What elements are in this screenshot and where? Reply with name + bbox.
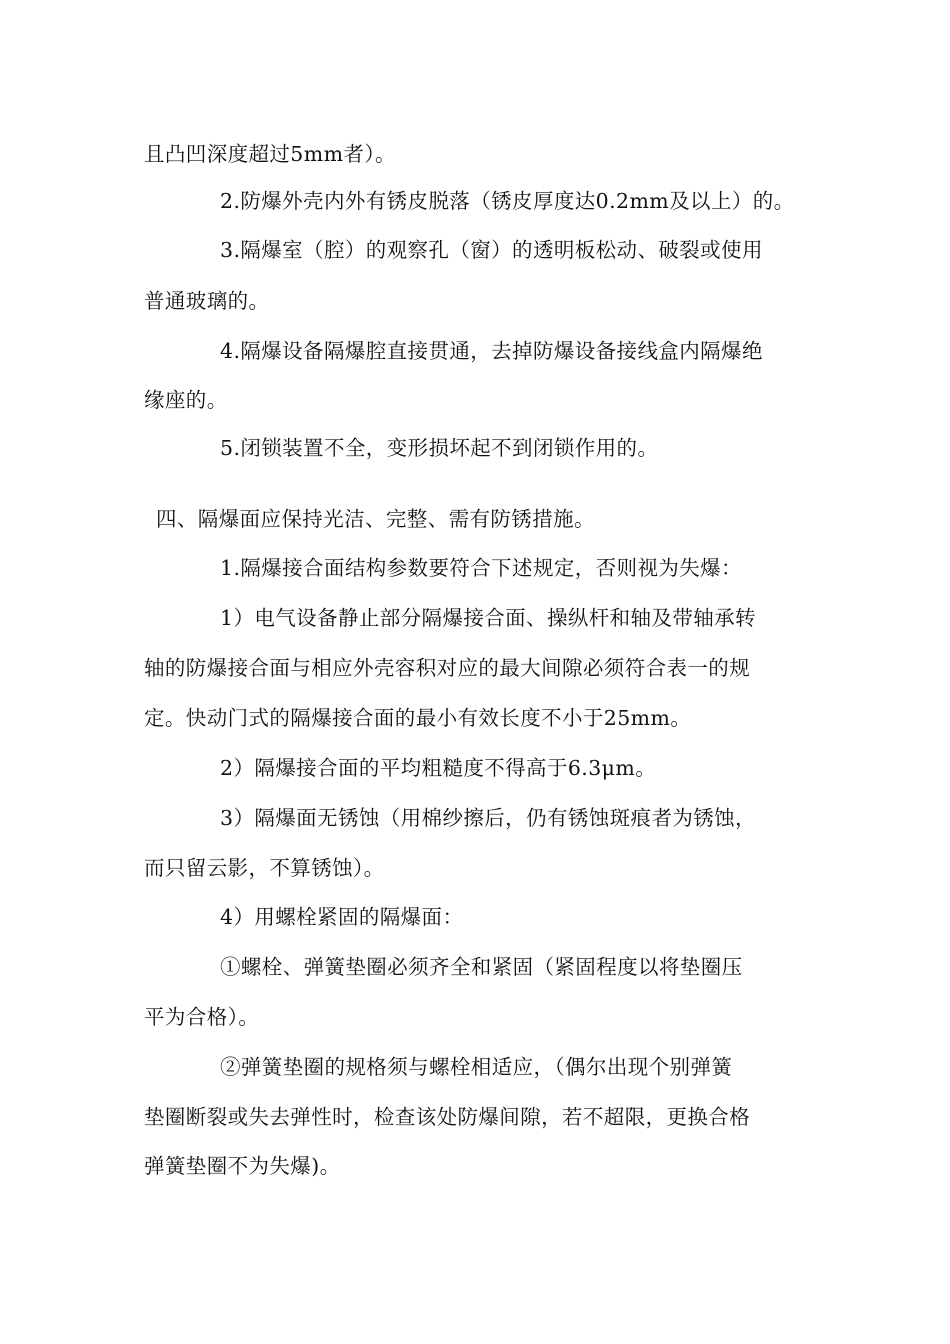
text-line-continuation: 且凸凹深度超过5mm者）。 <box>144 142 396 166</box>
list-item-3-continuation: 普通玻璃的。 <box>144 289 270 313</box>
sub-item-1-continuation-a: 轴的防爆接合面与相应外壳容积对应的最大间隙必须符合表一的规 <box>144 656 751 680</box>
sub-item-3-continuation: 而只留云影，不算锈蚀）。 <box>144 856 385 880</box>
sub-item-3: 3）隔爆面无锈蚀（用棉纱擦后，仍有锈蚀斑痕者为锈蚀， <box>220 806 756 830</box>
list-item-2: 2.防爆外壳内外有锈皮脱落（锈皮厚度达0.2mm及以上）的。 <box>220 189 795 213</box>
sub-item-1-continuation-b: 定。快动门式的隔爆接合面的最小有效长度不小于25mm。 <box>144 706 692 730</box>
circled-item-2-continuation-b: 弹簧垫圈不为失爆)。 <box>144 1154 341 1178</box>
circled-item-2: ②弹簧垫圈的规格须与螺栓相适应，（偶尔出现个别弹簧 <box>220 1055 733 1079</box>
circled-item-2-continuation-a: 垫圈断裂或失去弹性时，检查该处防爆间隙，若不超限，更换合格 <box>144 1105 751 1129</box>
list-item-5: 5.闭锁装置不全，变形损坏起不到闭锁作用的。 <box>220 436 659 460</box>
list-item-3: 3.隔爆室（腔）的观察孔（窗）的透明板松动、破裂或使用 <box>220 238 763 262</box>
circled-item-1: ①螺栓、弹簧垫圈必须齐全和紧固（紧固程度以将垫圈压 <box>220 955 743 979</box>
sub-item-1: 1）电气设备静止部分隔爆接合面、操纵杆和轴及带轴承转 <box>220 606 756 630</box>
sub-item-4: 4）用螺栓紧固的隔爆面： <box>220 905 464 929</box>
list-item-4-continuation: 缘座的。 <box>144 388 228 412</box>
section-heading: 四、隔爆面应保持光洁、完整、需有防锈措施。 <box>156 507 595 531</box>
subsection-1: 1.隔爆接合面结构参数要符合下述规定，否则视为失爆： <box>220 556 742 580</box>
list-item-4: 4.隔爆设备隔爆腔直接贯通，去掉防爆设备接线盒内隔爆绝 <box>220 339 763 363</box>
sub-item-2: 2）隔爆接合面的平均粗糙度不得高于6.3μm。 <box>220 756 657 780</box>
circled-item-1-continuation: 平为合格）。 <box>144 1005 260 1029</box>
